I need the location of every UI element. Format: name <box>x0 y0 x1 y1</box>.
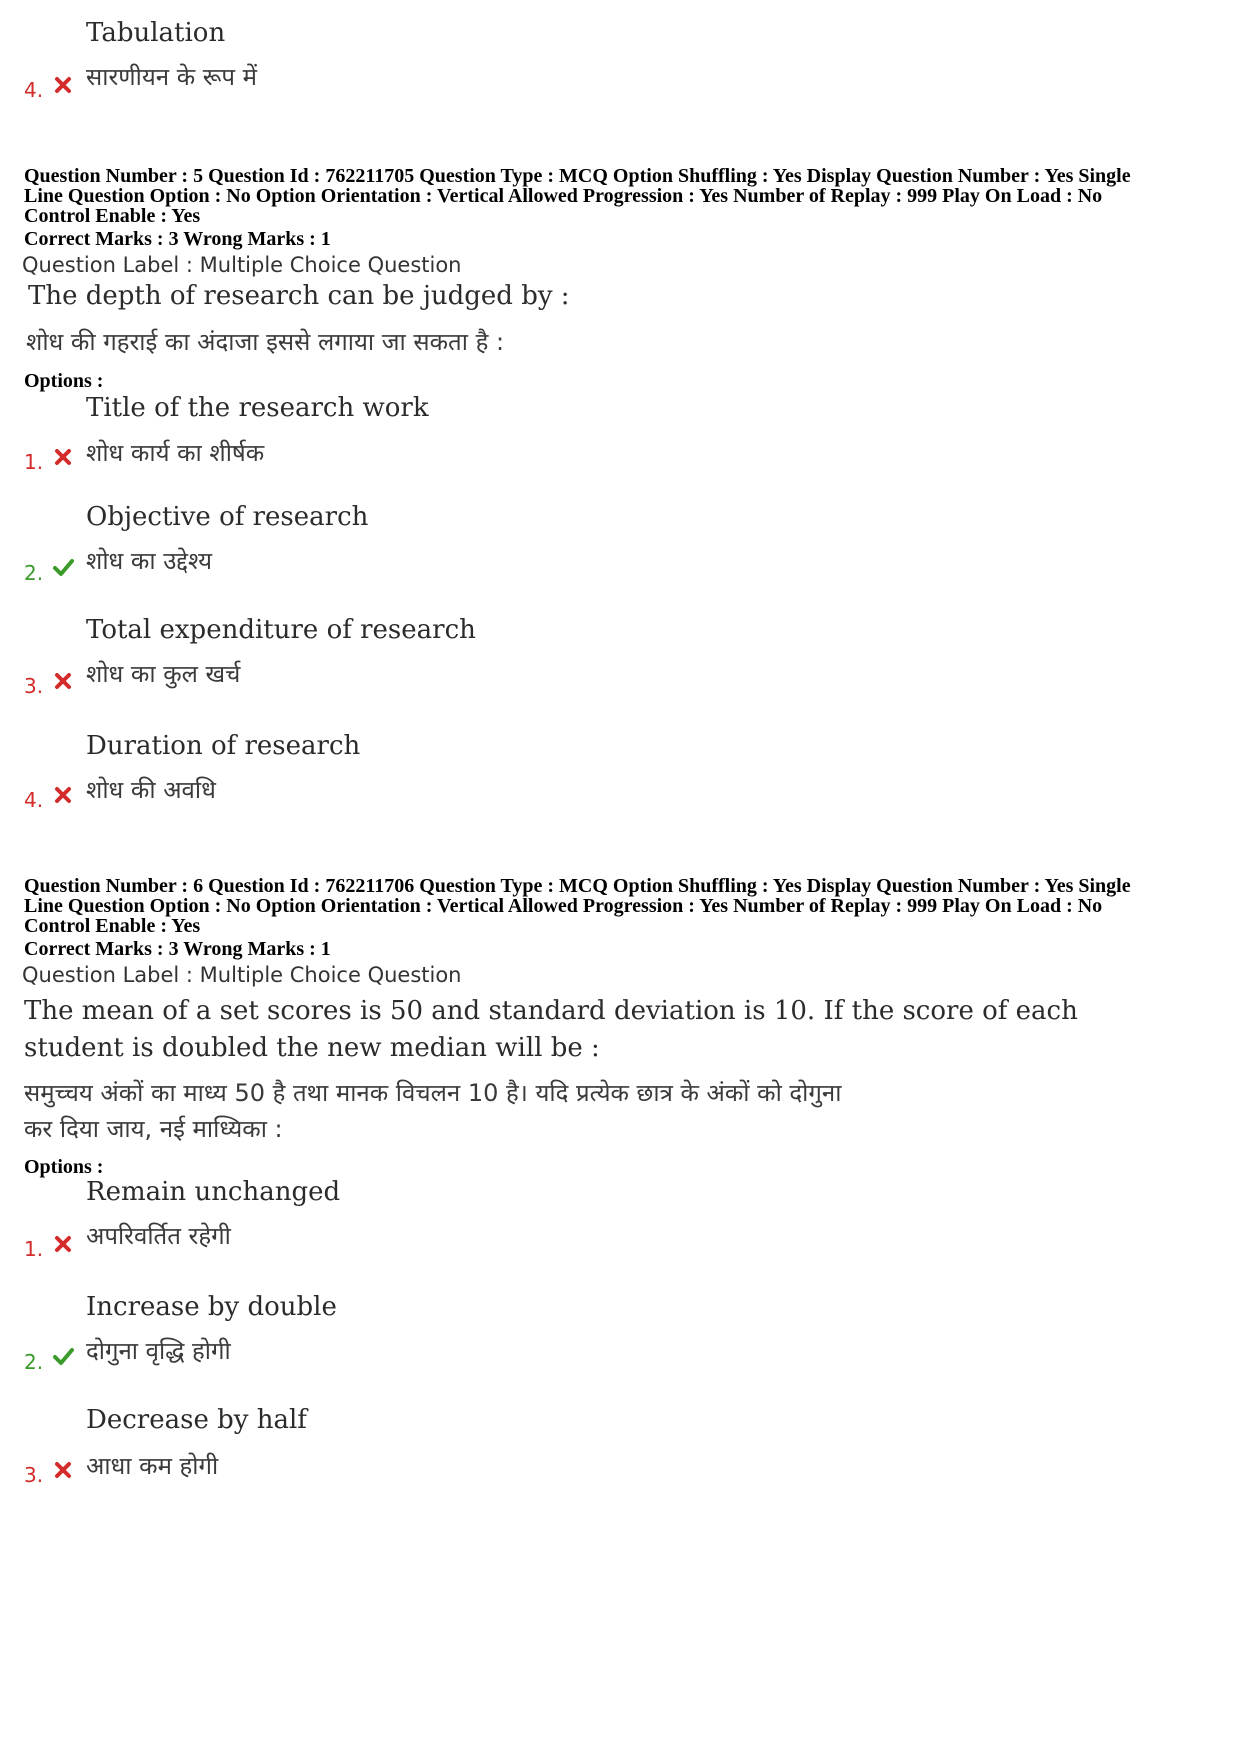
cross-icon <box>52 1233 74 1255</box>
q6-option-1-hindi: अपरिवर्तित रहेगी <box>86 1222 231 1250</box>
q5-question-english: The depth of research can be judged by : <box>28 281 570 311</box>
q6-meta-line-1: Question Number : 6 Question Id : 762211706 Question Type : MCQ Option Shuffling : Yes Display Question Number : Yes Single <box>24 875 1131 897</box>
q6-option-3-hindi: आधा कम होगी <box>86 1452 219 1480</box>
check-icon <box>52 1345 74 1367</box>
q6-marks: Correct Marks : 3 Wrong Marks : 1 <box>24 938 331 960</box>
cross-icon <box>52 74 74 96</box>
q5-option-4-hindi: शोध की अवधि <box>86 776 216 804</box>
q6-question-hindi-line-1: समुच्चय अंकों का माध्य 50 है तथा मानक विचलन 10 है। यदि प्रत्येक छात्र के अंकों को दोगुना <box>24 1079 842 1107</box>
q6-option-2-english: Increase by double <box>86 1292 337 1322</box>
q5-option-2-number: 2. <box>24 561 44 585</box>
q6-option-2-number: 2. <box>24 1350 44 1374</box>
q5-marks: Correct Marks : 3 Wrong Marks : 1 <box>24 228 331 250</box>
q6-meta-line-3: Control Enable : Yes <box>24 915 201 937</box>
q5-option-3-english: Total expenditure of research <box>86 615 476 645</box>
q5-meta-line-3: Control Enable : Yes <box>24 205 201 227</box>
q6-meta-line-2: Line Question Option : No Option Orientation : Vertical Allowed Progression : Yes Number of Replay : 999 Play On Load : No <box>24 895 1103 917</box>
q5-meta-line-1: Question Number : 5 Question Id : 762211705 Question Type : MCQ Option Shuffling : Yes Display Question Number : Yes Single <box>24 165 1131 187</box>
q6-option-3-number: 3. <box>24 1463 44 1487</box>
cross-icon <box>52 1459 74 1481</box>
q6-question-label: Question Label : Multiple Choice Question <box>22 963 462 987</box>
q5-option-1-number: 1. <box>24 450 44 474</box>
q5-meta-line-2: Line Question Option : No Option Orientation : Vertical Allowed Progression : Yes Number of Replay : 999 Play On Load : No <box>24 185 1103 207</box>
q5-option-1-hindi: शोध कार्य का शीर्षक <box>86 439 265 467</box>
q6-question-english-line-2: student is doubled the new median will be : <box>24 1033 600 1063</box>
q6-metadata <box>24 876 1224 936</box>
cross-icon <box>52 670 74 692</box>
q5-option-3-number: 3. <box>24 674 44 698</box>
q6-options-label: Options : <box>24 1156 104 1178</box>
prev-option-4-number: 4. <box>24 78 44 102</box>
q5-options-label: Options : <box>24 370 104 392</box>
q5-option-2-english: Objective of research <box>86 502 369 532</box>
q6-option-1-number: 1. <box>24 1237 44 1261</box>
q5-option-4-number: 4. <box>24 788 44 812</box>
cross-icon <box>52 784 74 806</box>
q6-question-english-line-1: The mean of a set scores is 50 and standard deviation is 10. If the score of each <box>24 996 1078 1026</box>
cross-icon <box>52 446 74 468</box>
prev-option-4-hindi: सारणीयन के रूप में <box>86 63 258 91</box>
q5-question-hindi: शोध की गहराई का अंदाजा इससे लगाया जा सकता है : <box>26 328 505 356</box>
q5-question-label: Question Label : Multiple Choice Question <box>22 253 462 277</box>
q5-option-1-english: Title of the research work <box>86 393 429 423</box>
q6-option-1-english: Remain unchanged <box>86 1177 341 1207</box>
check-icon <box>52 556 74 578</box>
q5-metadata <box>24 166 1224 226</box>
q6-question-hindi-line-2: कर दिया जाय, नई माध्यिका : <box>24 1115 283 1143</box>
q5-option-3-hindi: शोध का कुल खर्च <box>86 660 241 688</box>
q5-option-2-hindi: शोध का उद्देश्य <box>86 547 213 575</box>
prev-option-4-english: Tabulation <box>86 18 226 48</box>
q6-option-2-hindi: दोगुना वृद्धि होगी <box>86 1337 231 1365</box>
q5-option-4-english: Duration of research <box>86 731 361 761</box>
q6-option-3-english: Decrease by half <box>86 1405 307 1435</box>
